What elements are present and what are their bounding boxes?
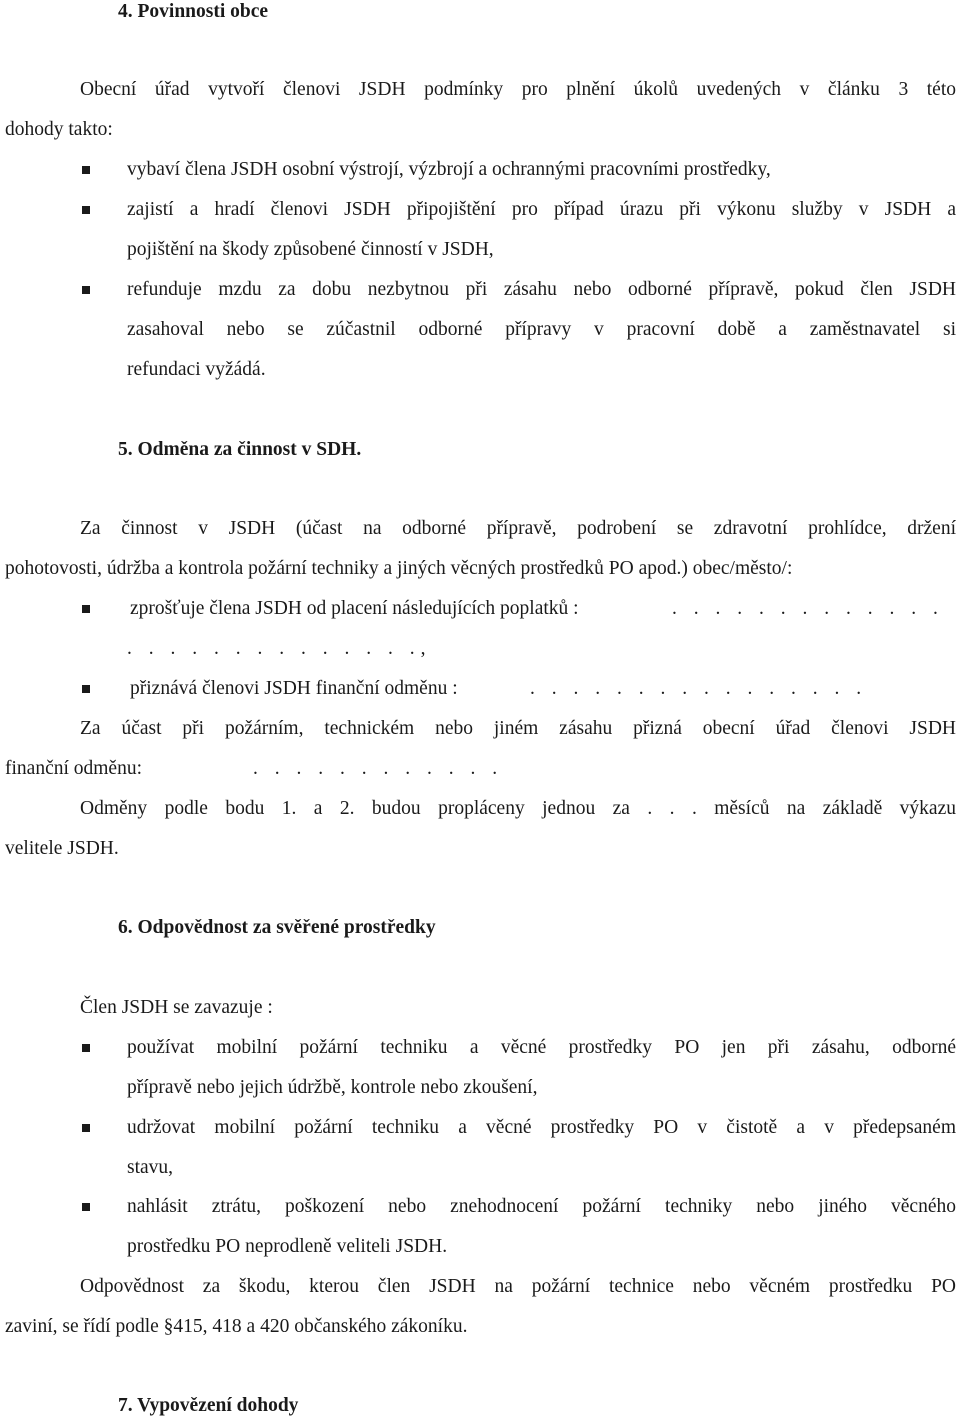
heading-section-4: 4. Povinnosti obce (118, 1, 269, 22)
heading-section-6: 6. Odpovědnost za svěřené prostředky (118, 917, 436, 938)
s4-intro-line-1: Obecní úřad vytvoří členovi JSDH podmínky pro plnění úkolů uvedených v článku 3 této (80, 79, 956, 100)
s6-bullet-2-line-1: udržovat mobilní požární techniku a věcné prostředky PO v čistotě a v předepsaném (127, 1117, 956, 1138)
s5-bullet-1-line-2: . . . . . . . . . . . . . ., (127, 638, 432, 659)
s5-para-2-line-2: finanční odměnu: (5, 758, 143, 779)
bullet-icon (82, 1044, 90, 1052)
s5-bullet-1-line-1: zprošťuje člena JSDH od placení následujících poplatků : (130, 598, 579, 619)
s6-bullet-3-line-1: nahlásit ztrátu, poškození nebo znehodnocení požární techniky nebo jiného věcného (127, 1196, 956, 1217)
s6-bullet-3-line-2: prostředku PO neprodleně veliteli JSDH. (127, 1236, 448, 1257)
s4-bullet-2-line-1: zajistí a hradí členovi JSDH připojištění pro případ úrazu při výkonu služby v JSDH a (127, 199, 956, 220)
s4-bullet-1: vybaví člena JSDH osobní výstrojí, výzbrojí a ochrannými pracovními prostředky, (127, 159, 771, 180)
s5-bullet-2-dots: . . . . . . . . . . . . . . . . (530, 678, 868, 699)
s5-para-2-line-1: Za účast při požárním, technickém nebo jiném zásahu přizná obecní úřad členovi JSDH (80, 718, 956, 739)
heading-section-7: 7. Vypovězení dohody (118, 1395, 299, 1416)
heading-section-5: 5. Odměna za činnost v SDH. (118, 439, 362, 460)
s6-bullet-1-line-1: používat mobilní požární techniku a věcné prostředky PO jen při zásahu, odborné (127, 1037, 956, 1058)
bullet-icon (82, 1124, 90, 1132)
bullet-icon (82, 286, 90, 294)
bullet-icon (82, 605, 90, 613)
s6-para-line-2: zaviní, se řídí podle §415, 418 a 420 občanského zákoníku. (5, 1316, 468, 1337)
s6-para-line-1: Odpovědnost za škodu, kterou člen JSDH na požární technice nebo věcném prostředku PO (80, 1276, 956, 1297)
s4-bullet-3-line-3: refundaci vyžádá. (127, 359, 266, 380)
s5-para-1-line-2: pohotovosti, údržba a kontrola požární techniky a jiných věcných prostředků PO apod.) obec/město/: (5, 558, 793, 579)
s6-bullet-1-line-2: přípravě nebo jejich údržbě, kontrole nebo zkoušení, (127, 1077, 538, 1098)
s4-intro-line-2: dohody takto: (5, 119, 113, 140)
bullet-icon (82, 206, 90, 214)
s6-intro: Člen JSDH se zavazuje : (80, 997, 273, 1018)
bullet-icon (82, 166, 90, 174)
s5-para-3-line-1: Odměny podle bodu 1. a 2. budou propláceny jednou za . . . měsíců na základě výkazu (80, 798, 956, 819)
s5-bullet-2: přiznává členovi JSDH finanční odměnu : (130, 678, 458, 699)
s4-bullet-3-line-2: zasahoval nebo se zúčastnil odborné přípravy v pracovní době a zaměstnavatel si (127, 319, 956, 340)
s6-bullet-2-line-2: stavu, (127, 1157, 174, 1178)
s4-bullet-3-line-1: refunduje mzdu za dobu nezbytnou při zásahu nebo odborné přípravě, pokud člen JSDH (127, 279, 956, 300)
bullet-icon (82, 1203, 90, 1211)
s5-para-1-line-1: Za činnost v JSDH (účast na odborné přípravě, podrobení se zdravotní prohlídce, držení (80, 518, 956, 539)
s5-para-2-dots: . . . . . . . . . . . . (253, 758, 504, 779)
s4-bullet-2-line-2: pojištění na škody způsobené činností v JSDH, (127, 239, 494, 260)
s5-para-3-line-2: velitele JSDH. (5, 838, 119, 859)
bullet-icon (82, 685, 90, 693)
s5-bullet-1-dots: . . . . . . . . . . . . . (672, 598, 944, 619)
